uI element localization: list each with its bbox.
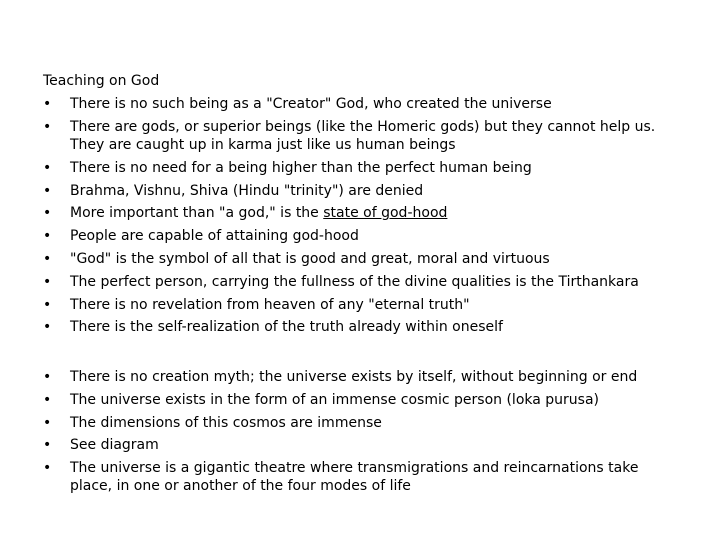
bullet-list-beliefs xyxy=(43,95,683,341)
bullet-list-cosmos xyxy=(43,368,683,500)
bullet-icon: • xyxy=(43,118,52,135)
list-item-text: There is no such being as a "Creator" God, who created the universe xyxy=(70,96,552,112)
bullet-icon: • xyxy=(43,250,52,267)
list-item xyxy=(43,227,683,245)
list-item-text: There are gods, or superior beings (like the Homeric gods) but they cannot help us. They are caught up in karma just like us human beings xyxy=(70,118,656,153)
list-item-text: The universe is a gigantic theatre where transmigrations and reincarnations take place, in one or another of the four modes of life xyxy=(70,460,639,495)
bullet-icon: • xyxy=(43,391,52,408)
bullet-icon: • xyxy=(43,273,52,290)
list-item xyxy=(43,296,683,314)
bullet-icon: • xyxy=(43,182,52,199)
list-item-text: See diagram xyxy=(70,437,159,454)
page-title: Teaching on God xyxy=(43,73,160,89)
list-item xyxy=(43,436,683,454)
list-item-text: The universe exists in the form of an immense cosmic person (loka purusa) xyxy=(70,391,599,408)
list-item-text: There is no need for a being higher than the perfect human being xyxy=(70,159,532,176)
bullet-icon: • xyxy=(43,437,52,454)
list-item-text: There is no revelation from heaven of any "eternal truth" xyxy=(70,296,470,313)
list-item xyxy=(43,159,683,177)
list-item xyxy=(43,368,683,386)
bullet-icon: • xyxy=(43,369,52,385)
bullet-icon: • xyxy=(43,228,52,245)
list-item-text: There is the self-realization of the truth already within oneself xyxy=(70,319,503,336)
list-item xyxy=(43,273,683,291)
bullet-icon: • xyxy=(43,296,52,313)
underlined-phrase: state of god-hood xyxy=(323,205,448,222)
bullet-icon: • xyxy=(43,205,52,222)
list-item-text: The dimensions of this cosmos are immense xyxy=(70,414,382,431)
list-item xyxy=(43,318,683,336)
list-item-text: There is no creation myth; the universe exists by itself, without beginning or end xyxy=(70,369,638,385)
list-item-text: "God" is the symbol of all that is good and great, moral and virtuous xyxy=(70,250,550,267)
list-item xyxy=(43,95,683,113)
bullet-icon: • xyxy=(43,414,52,431)
bullet-icon: • xyxy=(43,319,52,336)
bullet-icon: • xyxy=(43,460,52,477)
bullet-icon: • xyxy=(43,159,52,176)
list-item xyxy=(43,391,683,409)
list-item-text: People are capable of attaining god-hood xyxy=(70,228,359,245)
list-item-text: Brahma, Vishnu, Shiva (Hindu "trinity") are denied xyxy=(70,182,424,199)
list-item-text: The perfect person, carrying the fullness of the divine qualities is the Tirthankara xyxy=(70,273,639,290)
bullet-icon: • xyxy=(43,96,52,112)
list-item xyxy=(43,459,683,495)
list-item xyxy=(43,250,683,268)
list-item xyxy=(43,118,683,154)
list-item xyxy=(43,182,683,200)
list-item-text: More important than "a god," is the xyxy=(70,205,324,222)
list-item xyxy=(43,204,683,222)
list-item xyxy=(43,414,683,432)
